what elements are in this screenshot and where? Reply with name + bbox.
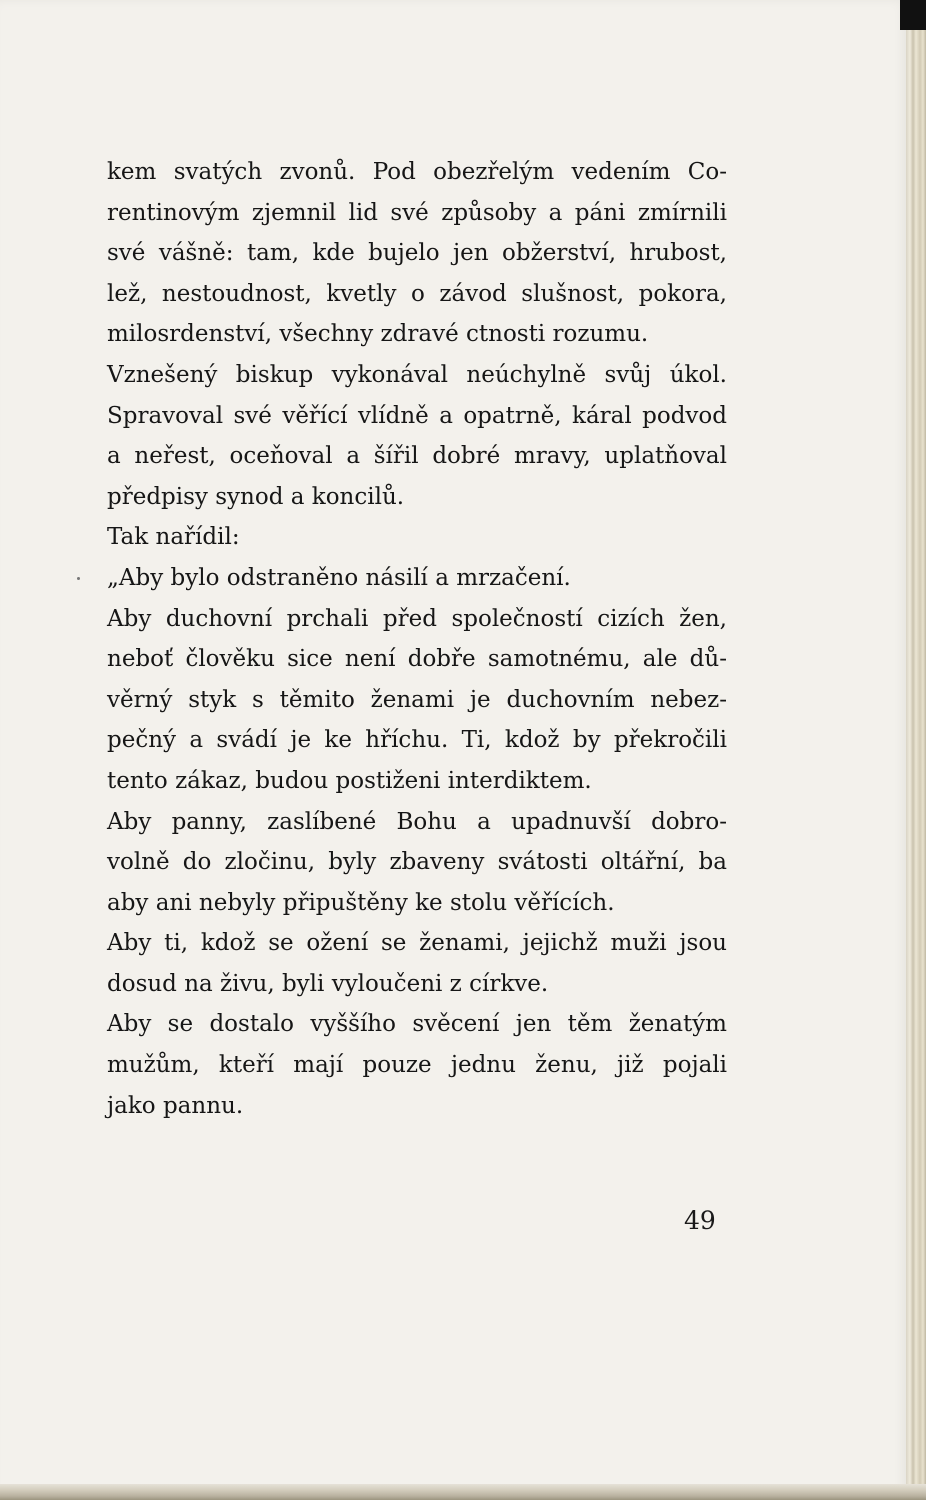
paper-speck: [77, 577, 80, 580]
text-line: tento zákaz, budou postiženi interdiktem.: [107, 767, 592, 794]
page-stack-edge: [906, 30, 926, 1500]
text-line: Tak nařídil:: [107, 524, 240, 551]
text-line: Aby panny, zaslíbené Bohu a upadnuvší dobro-: [107, 808, 727, 835]
text-line: své vášně: tam, kde bujelo jen obžerství, hrubost,: [107, 240, 727, 267]
text-line: lež, nestoudnost, kvetly o závod slušnost, pokora,: [107, 280, 727, 307]
body-text: [107, 152, 727, 1126]
text-line: a neřest, oceňoval a šířil dobré mravy, uplatňoval: [107, 443, 727, 470]
book-bottom-edge: [0, 1484, 926, 1500]
text-line: Spravoval své věřící vlídně a opatrně, káral podvod: [107, 402, 727, 429]
page-number: 49: [684, 1206, 716, 1235]
text-line: pečný a svádí je ke hříchu. Ti, kdož by překročili: [107, 727, 727, 754]
text-line: Aby duchovní prchali před společností cizích žen,: [107, 605, 727, 632]
text-line: Aby ti, kdož se ožení se ženami, jejichž muži jsou: [107, 930, 727, 957]
text-line: „Aby bylo odstraněno násilí a mrzačení.: [107, 564, 571, 591]
text-line: Aby se dostalo vyššího svěcení jen těm ženatým: [107, 1011, 727, 1038]
text-line: neboť člověku sice není dobře samotnému, ale dů-: [107, 646, 727, 673]
text-line: dosud na živu, byli vyloučeni z církve.: [107, 970, 549, 997]
text-line: předpisy synod a koncilů.: [107, 483, 405, 510]
background-gap: [900, 0, 926, 30]
text-line: rentinovým zjemnil lid své způsoby a páni zmírnili: [107, 199, 727, 226]
text-line: věrný styk s těmito ženami je duchovním nebez-: [107, 686, 727, 713]
text-line: mužům, kteří mají pouze jednu ženu, již pojali: [107, 1052, 727, 1079]
text-line: Vznešený biskup vykonával neúchylně svůj úkol.: [107, 361, 727, 388]
text-line: milosrdenství, všechny zdravé ctnosti rozumu.: [107, 321, 649, 348]
text-line: kem svatých zvonů. Pod obezřelým vedením Co-: [107, 159, 727, 185]
text-line: volně do zločinu, byly zbaveny svátosti oltářní, ba: [107, 849, 727, 876]
text-line: aby ani nebyly připuštěny ke stolu věřících.: [107, 889, 615, 916]
text-line: jako pannu.: [107, 1092, 244, 1119]
